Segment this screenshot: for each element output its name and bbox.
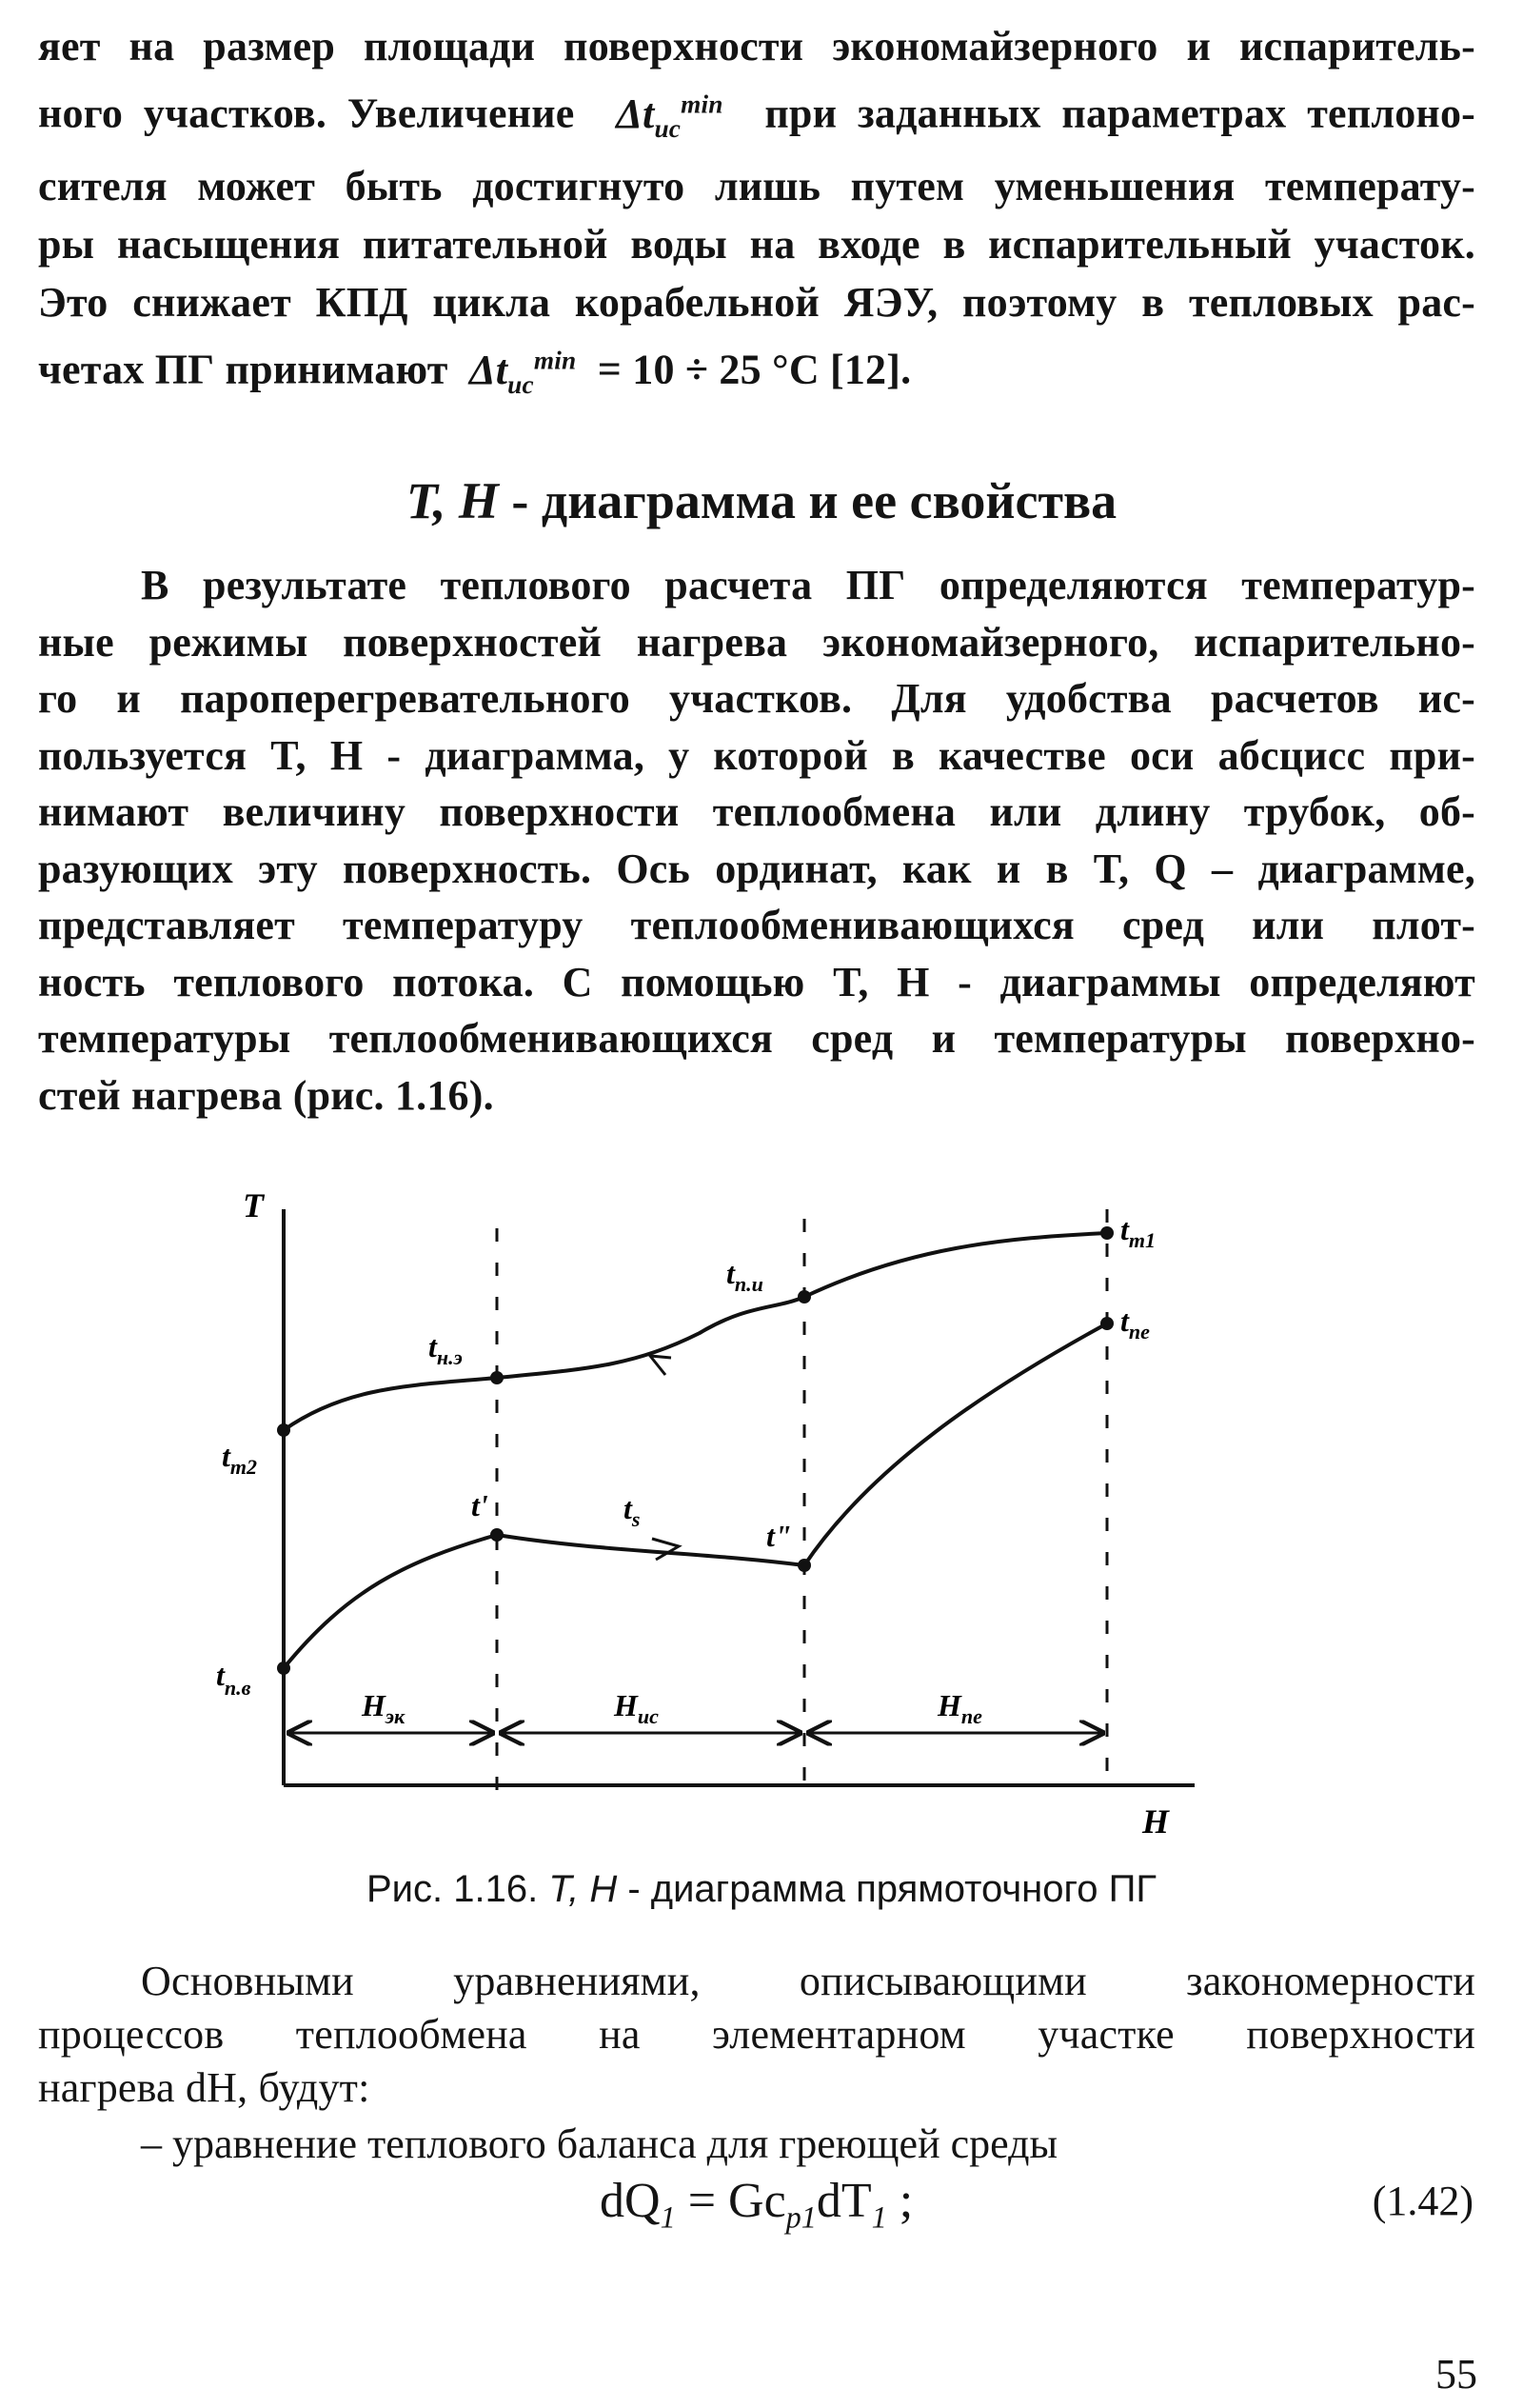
eq-d: dT <box>816 2174 872 2228</box>
symbol-sub: ис <box>654 113 682 143</box>
text-fragment: четах ПГ принимают <box>38 347 448 394</box>
eq-end: ; <box>886 2174 914 2228</box>
eq-lhs-sub: 1 <box>660 2199 676 2235</box>
text-line: стей нагрева (рис. 1.16). <box>38 1071 494 1119</box>
label-t-pi <box>726 1256 763 1296</box>
label-main: t <box>216 1658 225 1692</box>
text-line: ность теплового потока. С помощью T, H - диаграммы определяют <box>38 958 1475 1005</box>
text-line: температуры теплообменивающихся сред и температуры поверхно- <box>38 1015 1475 1062</box>
bullet-item: – уравнение теплового баланса для греющей среды <box>141 2120 1058 2167</box>
eq-rhs: = Gc <box>675 2174 786 2228</box>
label-t-dprime: t" <box>766 1519 792 1553</box>
heading-text: - диаграмма и ее свойства <box>498 472 1118 529</box>
eq-cp-sub: p1 <box>785 2199 817 2235</box>
axis-label-h: H <box>1142 1802 1170 1838</box>
text-line <box>38 331 1475 413</box>
point-t-t2 <box>277 1423 290 1437</box>
label-sub: пе <box>960 1704 982 1728</box>
point-t-dprime <box>798 1559 811 1572</box>
label-t-t1 <box>1120 1212 1156 1252</box>
label-main: t <box>428 1329 437 1363</box>
text-line: В результате теплового расчета ПГ определяются температур- <box>141 562 1475 608</box>
label-main: t <box>726 1256 735 1290</box>
text-line: Это снижает КПД цикла корабельной ЯЭУ, поэтому в тепловых рас- <box>38 279 1475 327</box>
text-line: разующих эту поверхность. Ось ординат, как и в T, Q – диаграмме, <box>38 845 1475 892</box>
label-t-ne <box>428 1329 463 1369</box>
label-t-prime: t' <box>471 1488 488 1522</box>
label-t-pv <box>216 1658 251 1700</box>
figure-caption <box>0 1868 1523 1911</box>
symbol-sup: min <box>533 346 577 375</box>
caption-prefix: Рис. 1.16. <box>366 1868 549 1910</box>
text-fragment: = 10 ÷ 25 °С [12]. <box>597 347 912 394</box>
label-sub: эк <box>385 1704 405 1728</box>
point-t-pi <box>798 1290 811 1304</box>
delta-t-symbol <box>616 90 723 143</box>
label-sub: т1 <box>1128 1228 1157 1252</box>
eq-lhs: dQ <box>600 2174 661 2228</box>
label-main: t <box>1120 1304 1129 1338</box>
symbol-text: Δt <box>616 90 655 137</box>
eq-t-sub: 1 <box>871 2199 887 2235</box>
text-line: нагрева dH, будут: <box>38 2064 370 2111</box>
label-main: t <box>222 1439 230 1473</box>
text-line: пользуется T, H - диаграмма, у которой в качестве оси абсцисс при- <box>38 731 1475 779</box>
paragraph-3 <box>38 1955 1475 2115</box>
axis-label-t: T <box>243 1186 264 1224</box>
point-t-pv <box>277 1662 290 1675</box>
heading-italic: T, H <box>405 472 499 529</box>
text-line: ры насыщения питательной воды на входе в испарительный участок. <box>38 221 1475 269</box>
caption-text: - диаграмма прямоточного ПГ <box>617 1868 1157 1910</box>
symbol-sub: ис <box>507 369 534 399</box>
label-sub: пе <box>1128 1320 1150 1343</box>
label-main: t <box>623 1491 632 1525</box>
text-line: Основными уравнениями, описывающими закономерности <box>141 1958 1475 2004</box>
label-sub: н.э <box>436 1345 463 1369</box>
label-sub: п.в <box>224 1676 251 1700</box>
page-number: 55 <box>1435 2351 1477 2398</box>
paragraph-1 <box>38 17 1475 414</box>
point-t-prime <box>490 1528 504 1542</box>
label-sub: т2 <box>229 1455 258 1479</box>
label-main: t <box>1120 1212 1129 1246</box>
label-sub: s <box>631 1507 641 1531</box>
label-h-pe <box>937 1688 982 1728</box>
label-main: H <box>614 1688 638 1722</box>
symbol-sup: min <box>681 90 723 118</box>
text-line: процессов теплообмена на элементарном участке поверхности <box>38 2011 1475 2058</box>
caption-italic: T, H <box>548 1868 618 1910</box>
text-line: ные режимы поверхностей нагрева экономайзерного, испарительно- <box>38 618 1475 666</box>
text-fragment: при заданных параметрах теплоно- <box>764 90 1476 137</box>
label-t-pe <box>1120 1304 1150 1343</box>
label-sub: п.и <box>734 1272 763 1296</box>
text-line: сителя может быть достигнуто лишь путем уменьшения температу- <box>38 163 1475 210</box>
label-main: H <box>362 1688 386 1722</box>
label-main: H <box>938 1688 961 1722</box>
equation-number: (1.42) <box>1372 2178 1474 2224</box>
label-h-ek <box>361 1688 405 1728</box>
text-line: яет на размер площади поверхности экономайзерного и испаритель- <box>38 23 1475 70</box>
text-fragment: ного участков. Увеличение <box>38 90 575 137</box>
text-line: нимают величину поверхности теплообмена или длину трубок, об- <box>38 788 1475 835</box>
paragraph-2 <box>38 557 1475 1124</box>
th-diagram <box>205 1181 1242 1838</box>
delta-t-symbol <box>468 346 577 399</box>
flow-arrow-upper <box>650 1356 671 1375</box>
point-t-ne <box>490 1371 504 1384</box>
heating-medium-curve <box>284 1233 1107 1430</box>
symbol-text: Δt <box>468 347 508 394</box>
point-t-t1 <box>1100 1226 1114 1240</box>
text-line: го и пароперегревательного участков. Для удобства расчетов ис- <box>38 675 1475 722</box>
label-sub: ис <box>637 1704 659 1728</box>
label-t-t2 <box>222 1439 257 1479</box>
text-line <box>38 75 1475 157</box>
label-t-s <box>623 1491 640 1531</box>
text-line: представляет температуру теплообменивающихся сред или плот- <box>38 902 1475 948</box>
working-fluid-curve <box>284 1323 1107 1668</box>
flow-arrow-lower <box>652 1539 679 1560</box>
point-t-pe <box>1100 1317 1114 1330</box>
equation-1-42 <box>600 2173 913 2235</box>
label-h-is <box>613 1688 659 1728</box>
section-heading <box>0 471 1523 530</box>
